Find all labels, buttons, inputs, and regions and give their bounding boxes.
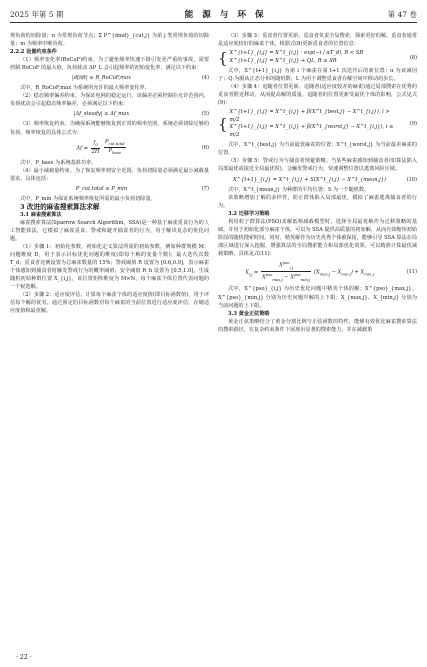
equation-8 <box>218 50 417 65</box>
equation-number: (11) <box>406 268 417 275</box>
section-heading-3: 3 改进的麻雀搜索算法求解 <box>20 202 100 211</box>
running-header <box>10 6 417 23</box>
section-heading-3-1: 3.1 麻雀搜索算法 <box>20 211 62 218</box>
equation-number: (10) <box>406 176 417 183</box>
equation-line: X^{t+1}_{i,j} = X^t_{i,j} + QL, R ≥ SR <box>229 57 337 64</box>
header-issue: 2025 年第 5 期 <box>10 10 64 19</box>
equation-body: |Δf_steady| ≤ Δf_max <box>73 111 130 118</box>
paragraph: 式中，X^t_{mean,j} 为种群的平均位置；S 为一个随机数。 <box>228 186 370 193</box>
equation-11 <box>218 260 417 284</box>
paragraph: （1）频率变化率(RoCoF)约束。为了避免频率快速下降引发更严重的事故，需要控制 RoCoF 的最大值，负荷扰动 ΔP_L 会引起频率的初始变化率，满足以下约束： <box>10 57 209 72</box>
paragraph: （2）稳态频率偏差约束。为保证电网的稳定运行，该偏差必须控制在允许范围内，负荷扰动会引起稳态频率偏差，必须满足以下约束： <box>10 93 209 108</box>
paragraph: 麻雀搜索算法(Sparrow Search Algorithm，SSA)是一种基于麻雀觅食行为的人工智能算法，它模拟了麻雀觅食、警戒和避开捕食者的行为，用于解决复杂的优化问题。 <box>10 219 209 243</box>
header-volume: 第 47 卷 <box>387 10 417 19</box>
paragraph: 该策略增加了解的多样性，防止群体陷入局部最优，模拟了麻雀逃离捕食者的行为。 <box>218 194 417 209</box>
header-journal-title: 能 源 与 环 保 <box>184 10 267 20</box>
page-number: · 22 · <box>16 654 32 661</box>
equation-body: Δf = $\frac{f_0}{2H}$ $\frac{P_{cut,total}}{P_{base}}$ <box>76 138 125 156</box>
equation-body: { X^{t+1}_{i,j} = X^t_{i,j} + β(X^t_{best,j} − X^t_{i,j}), i > m/2 X^{t+1}_{i,j} = X^t_{i,j} + β(X^t_{worst,j} − X^t_{i,j}), i ≤ m/2 <box>218 109 401 139</box>
section-heading-2-2-2: 2.2.2 设置约束条件 <box>10 49 57 56</box>
equation-number: (4) <box>201 75 209 82</box>
paragraph: （1）步骤 1：初始化参数。初始化定义算法所需的初始参数，例如种群规模 M；问题维度 D，用于表示目标优化问题的维度(即每个解的变量个数)；最大迭代次数 T_d；觅食者比例设置为总麻雀数量的 15%；警戒阈值 R 设置为 [0.6,0.9]，表示麻雀个体感知到捕食者时触发警戒行为的概率阈值；安全阈值 R_h 设置为 [0.5,1.0]，生成随机初始种群位置 X_{i,j}，该位置矩阵维度为 M×N，每个麻雀个体位置代表问题的一个候选解。 <box>10 244 209 291</box>
equation-number: (6) <box>201 144 209 151</box>
equation-body: |df/dt| ≤ R_RoCoF,max <box>72 75 131 82</box>
equation-body: X^{t+1}_{i,j} = X^t_{i,j} + S(X^t_{i,j} − X^t_{mean,j}) <box>232 176 387 183</box>
paragraph: （3）步骤 3：觅食者位置更新。觅食者负责全局搜索，探索更好的解。觅食者通常是适应度较好的麻雀个体，根据式(8)更新觅食者的位置信息： <box>218 33 417 48</box>
right-column <box>218 32 417 334</box>
paragraph: 利用粒子群算法(PSO)求解低频减载模型时，选择全局最优解作为迁移策略的基础，并用于初始化部分麻雀个体，可以为 SSA 提供高质量的初始解，从而有效缩短初始阶段的随机搜索时间。同时，精英解作为历史优秀个体被保留，能够引导 SSA 算法在局部区域进行深入挖掘，增强算法的全局搜索能力和局部优化效果，可以精准计算最优减载策略，具体见式(11)： <box>218 218 417 257</box>
section-heading-3-2: 3.2 迁移学习策略 <box>228 210 270 217</box>
left-column <box>10 32 209 334</box>
paragraph: （2）步骤 2：适应度评估。计算每个麻雀个体的适应度值(即目标函数值)，用于评估每个解的优劣。通过预定的目标函数对每个麻雀的当前位置进行适应度评估，存储适应度值和最优解。 <box>10 292 209 315</box>
equation-4 <box>10 74 209 82</box>
equation-line: X^{t+1}_{i,j} = X^t_{i,j} + β(X^t_{best,j} − X^t_{i,j}), i > m/2 <box>229 109 390 123</box>
paragraph: 式中，R_RoCoF,max 为系统所允许的最大频率变化率。 <box>20 85 150 92</box>
equation-10 <box>218 176 417 184</box>
equation-body: { X^{t+1}_{i,j} = X^t_{i,j} · exp(−i / αT_d), R < SR X^{t+1}_{i,j} = X^t_{i,j} + QL, R ≥ SR <box>218 48 364 67</box>
paragraph: （4）最小减载量约束。为了恢复频率到安全范围，负荷切除量必须满足最小减载量要求，具体包括： <box>10 167 209 182</box>
paragraph: （4）步骤 4：追随者位置更新。追随者(适应度较差的麻雀)通过局部搜索在优秀的觅食者附近移动，从而提高解的质量。追随者的位置更新受最优个体的影响，公式见式(9)： <box>218 84 417 107</box>
paragraph: 式中，P_min 为保证系统频率恢复所需的最小负荷切除量。 <box>20 195 156 202</box>
equation-number: (9) <box>409 121 417 128</box>
equation-7 <box>10 185 209 193</box>
equation-number: (7) <box>201 185 209 192</box>
equation-body: P_cut,total ≥ P_min <box>75 185 128 192</box>
paragraph: 式中，P_base 为系统基准功率。 <box>20 159 97 166</box>
paragraph: 式中，X^t_{best,j} 为当前最优麻雀的位置；X^t_{worst,j} 为当前最差麻雀的位置。 <box>218 142 417 157</box>
paragraph: 式中，X^{t+1}_{i,j} 为第 i 个麻雀在第 t+1 次迭代后的新位置；α 为衰减因子；Q 为服从正态分布的随机数；L 为用于调整觅食者在解空间中移动的步长。 <box>218 68 417 83</box>
equation-number: (8) <box>409 54 417 61</box>
equation-number: (5) <box>201 111 209 118</box>
equation-line: X^{t+1}_{i,j} = X^t_{i,j} + β(X^t_{worst,j} − X^t_{i,j}), i ≤ m/2 <box>229 124 394 138</box>
equation-9 <box>218 109 417 139</box>
paragraph: 黄金正弦策略结合了黄金分割比例与正弦函数的特性，能够有效优化麻雀搜索算法的搜索路径，在复杂约束条件下展现出显著的搜索能力，并在减载策 <box>218 318 417 333</box>
paragraph: （3）频率恢复约束。为确保系统能够恢复到正常的频率范围，系统必须切除足够的负荷。频率恢复的具体公式为： <box>10 121 209 136</box>
equation-line: X^{t+1}_{i,j} = X^t_{i,j} · exp(−i / αT_d), R < SR <box>229 50 364 57</box>
equation-5 <box>10 110 209 118</box>
paragraph: 式中，X^{pso}_{i,j} 为历史优化问题中精英个体的解；X^{pso}_{max,j}、X^{pso}_{min,j} 分别为历史问题中解的上下限；X_{max,j}、X_{min,j} 分别为当前问题的上下限。 <box>218 286 417 309</box>
equation-6 <box>10 139 209 157</box>
equation-body: $X_{i,j}$ = $\frac{X^{pso}_{i,j}}{X^{pso}_{max,j} - X^{pso}_{min,j}}$ $(X_{max,j} - X_{min,j}) + X_{min,j}$ <box>245 259 374 282</box>
section-heading-3-3: 3.3 黄金正弦策略 <box>228 310 270 317</box>
paragraph: （5）步骤 5：警戒行为与捕食者规避策略。当某些麻雀感知到捕食者(如算法陷入局部最优或接近全局最优时)，会触发警戒行为，快速调整位置以逃离风险区域。 <box>218 158 417 173</box>
paragraph: 规负荷的切除量；n 为常规负荷节点；Σ P^{dmd}_{cut,j} 为第 j 类常规负荷的切除量；m 为频率中断负荷。 <box>10 33 209 48</box>
